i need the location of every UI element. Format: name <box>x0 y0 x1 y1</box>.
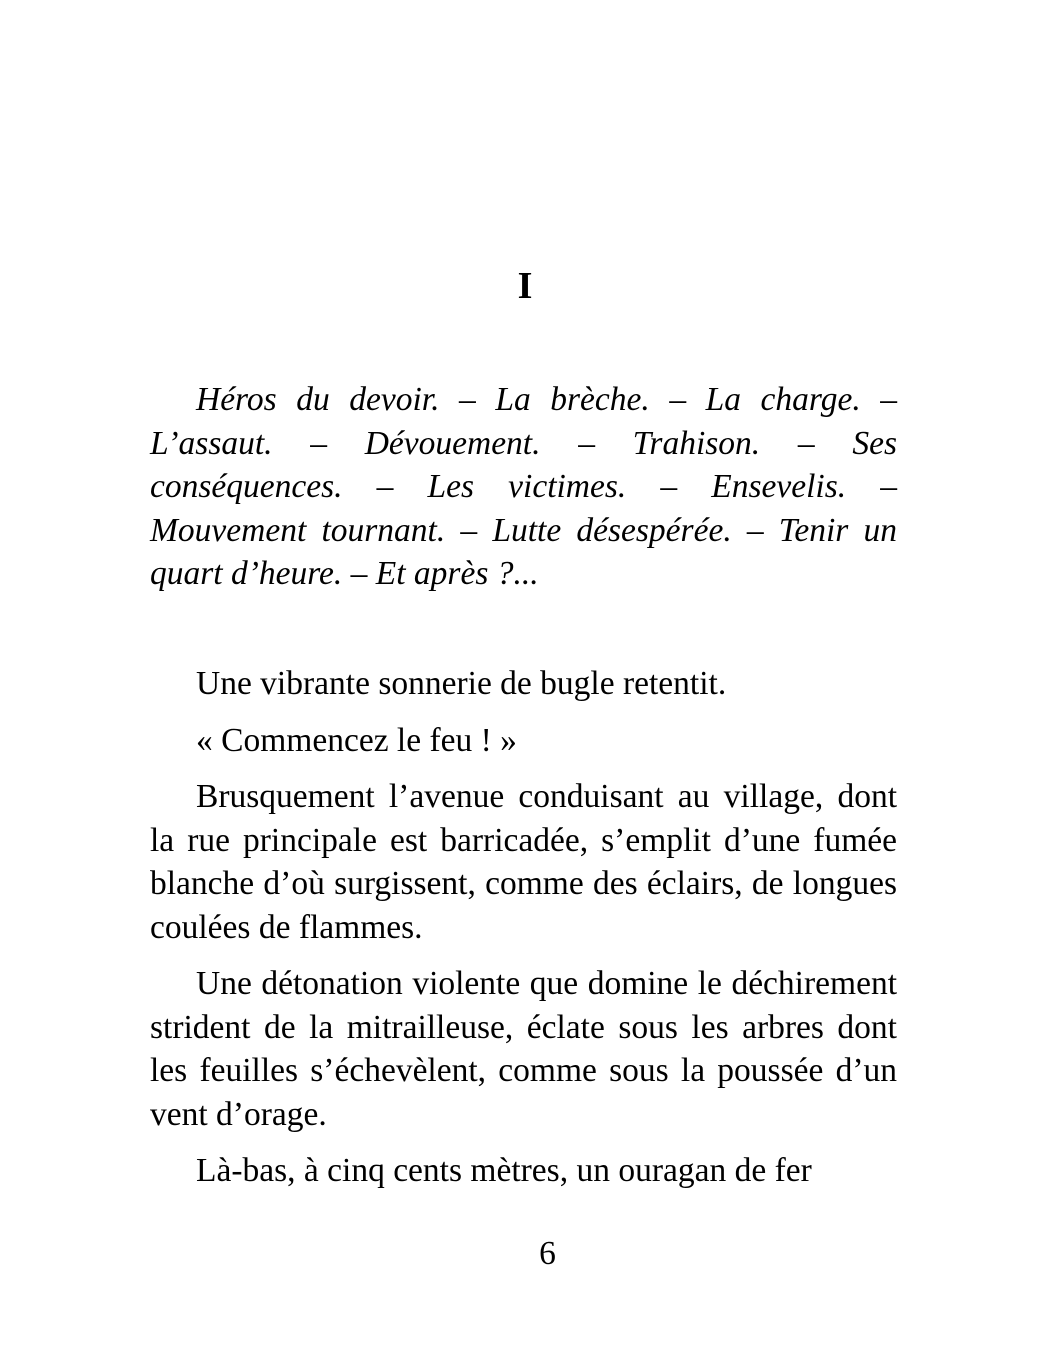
paragraph-4: Une détonation violente que domine le déchirement strident de la mitrailleuse, éclate sous les arbres dont les feuilles s’échevèlent, comme sous la poussée d’un vent d’orage. <box>150 965 897 1133</box>
page-number: 6 <box>539 1235 556 1272</box>
paragraph-5: Là-bas, à cinq cents mètres, un ouragan de fer <box>196 1152 812 1189</box>
chapter-summary: Héros du devoir. – La brèche. – La charge. – L’assaut. – Dévouement. – Trahison. – Ses conséquences. – Les victimes. – Ensevelis. – Mouvement tournant. – Lutte désespérée. – Tenir un quart d’heure. – Et après ?... <box>150 381 897 592</box>
paragraph-1: Une vibrante sonnerie de bugle retentit. <box>196 665 727 702</box>
paragraph-2: « Commencez le feu ! » <box>196 721 517 759</box>
chapter-title: I <box>517 265 533 307</box>
paragraph-3: Brusquement l’avenue conduisant au village, dont la rue principale est barricadée, s’emplit d’une fumée blanche d’où surgissent, comme des éclairs, de longues coulées de flammes. <box>150 778 897 946</box>
body-text <box>150 662 897 1206</box>
